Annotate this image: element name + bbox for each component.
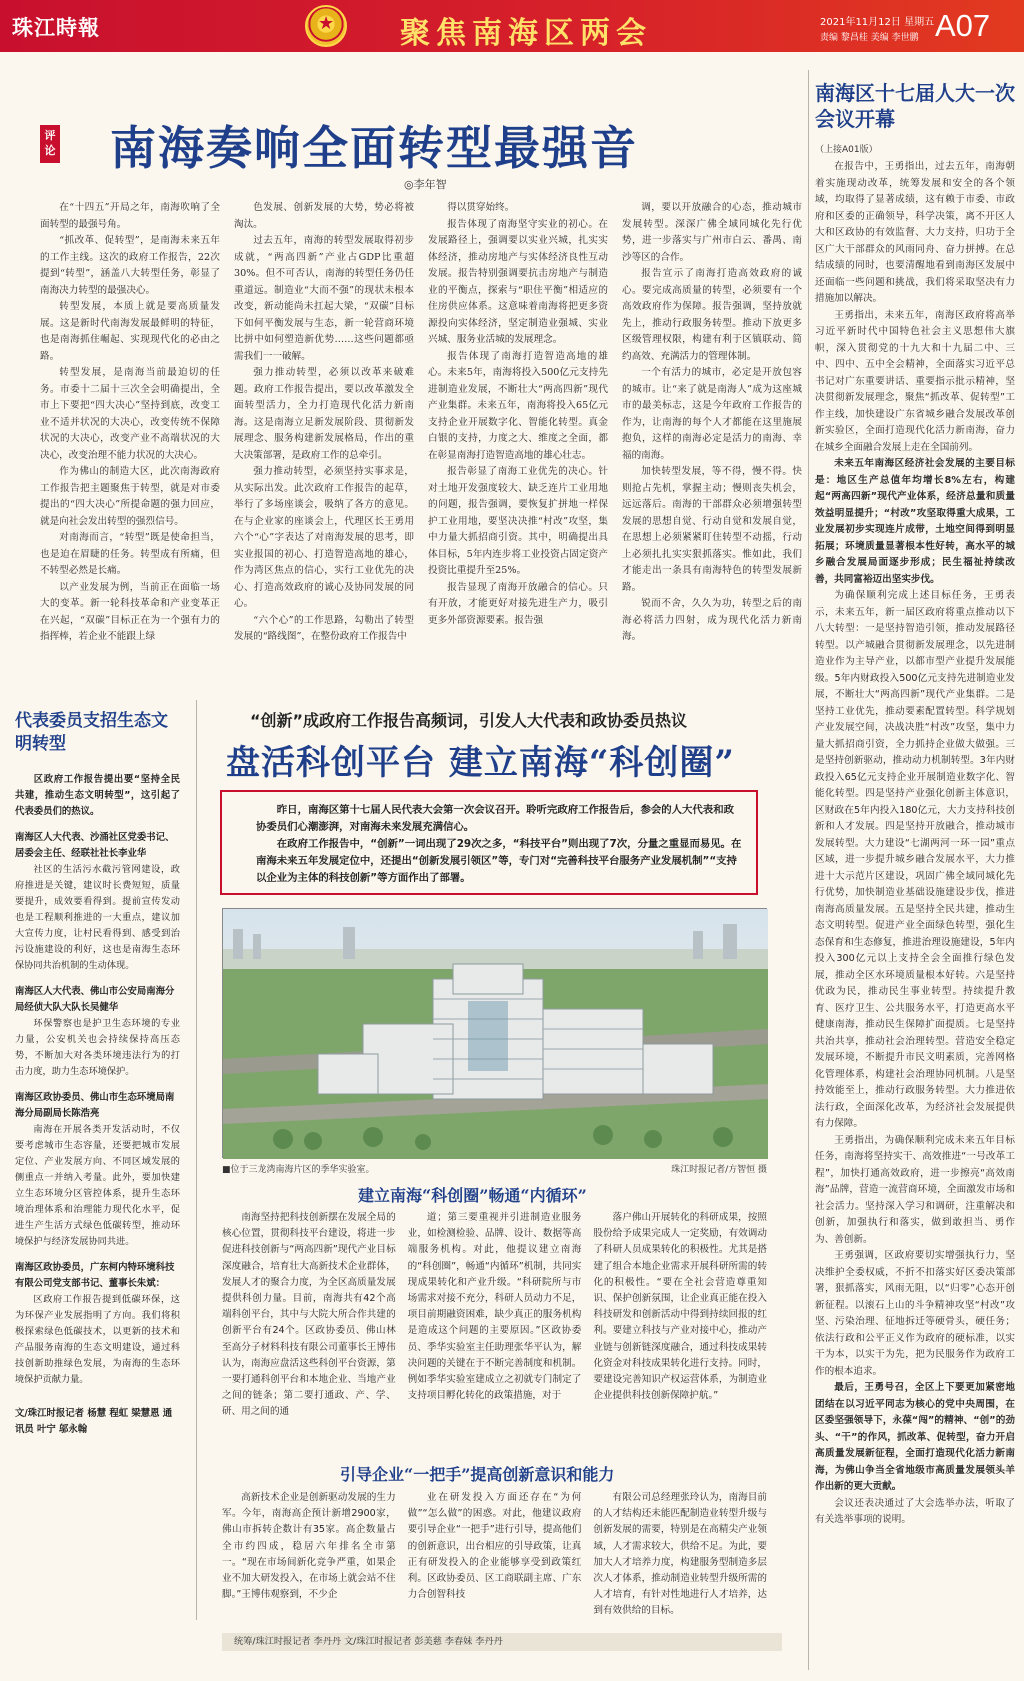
text-column bbox=[222, 1210, 396, 1418]
paragraph: 报告显现了南海开放融合的信心。只有开放，才能更好对接先进生产力，吸引更多外部资源要素。报告强 bbox=[428, 581, 608, 626]
paragraph: 以产业发展为例，当前正在面临一场大的变革。新一轮科技革命和产业变革正在兴起，“双碳”目标正在为一个强有力的指挥棒，若企业不能跟上绿 bbox=[40, 581, 220, 642]
left-lower-headline: 代表委员支招生态文明转型 bbox=[15, 711, 168, 754]
paragraph: 对南海而言，“转型”既是使命担当，也是迫在眉睫的任务。转型成有所痛，但不转型必然是长痛。 bbox=[40, 532, 220, 576]
masthead bbox=[0, 0, 1024, 52]
right-column-headline: 南海区十七届人大一次会议开幕 bbox=[815, 81, 1015, 131]
editorial-body bbox=[40, 200, 802, 660]
paragraph: 色发展、创新发展的大势，势必将被淘汰。 bbox=[234, 202, 414, 230]
issue-date: 2021年11月12日 星期五 bbox=[820, 17, 935, 28]
paragraph: 为确保顺利完成上述目标任务，王勇表示，未来五年，新一届区政府将重点推动以下八大转型：一是坚持智造引领，推动发展路径转型。以产城融合贯彻新发展理念，以先进制造业作为主导产业，以都市型产业提升发展能级。5年内财政投入500亿元支持先进制造业发展，不断壮大“两高四新”现代产业集群。二是坚持工业优先，推动要素配置转型。科学规划产业发展空间，决战决胜“村改”攻坚，集中力量大抓招商引资，全力抓持企业做大做强。三是坚持创新驱动，推动动力机制转型。3年内财政投入65亿元支持企业开展制造业数字化、智能化转型。四是坚持产业强化创新主体意识，区财政在5年内投入180亿元，大力支持科技创新和人才发展。四是坚持开放融合，推动城市发展转型。大力建设“七湖两河一环一园”重点区域，进一步提升城乡融合发展水平，大力推进十大示范片区建设，巩固广佛全域同城化先行优势，加快制造业基础设施建设步伐，推进南海高质量发展。五是坚持全民共建，推动生态文明转型。促进产业全面绿色转型，强化生态保育和生态修复，推进治理设施建设，5年内投入300亿元以上支持全会全面推行绿色发展，推动全区水环境质量根本好转。六是坚持优政为民，推动民生事业转型。持续提升教育、医疗卫生、公共服务水平，打造更高水平健康南海，推动民生保障扩面提质。七是坚持共治共享，推动社会治理转型。营造安全稳定发展环境，不断提升市民文明素质，完善网格化管理体系，构建社会治理协同机制。八是坚持效能至上，推动行政服务转型。大力推进依法行政，全面深化改革，为经济社会发展提供有力保障。 bbox=[815, 590, 1015, 1129]
paragraph: 加快转型发展，等不得，慢不得。快则抢占先机，掌握主动；慢则丧失机会，远远落后。南海的干部群众必须增强转型发展的思想自觉、行动自觉和发展自觉，在思想上必须紧紧盯住转型不动摇，行动上必须扎扎实实狠抓落实。惟如此，我们才能走出一条具有南海特色的转型发展新路。 bbox=[622, 466, 802, 593]
speaker-quote: 南海在开展各类开发活动时，不仅要考虑城市生态容量，还要把城市发展定位、产业发展方向、不同区域发展的侧重点一并纳入考量。此外，要加快建立生态环境分区管控体系，提升生态环境治理体系和治理能力现代化水平，促进生产生活方式绿色低碳转型，推动环境保护与经济发展协同共进。 bbox=[15, 1124, 180, 1247]
speaker-list bbox=[15, 830, 180, 1388]
speaker-quote: 环保警察也是护卫生态环境的专业力量，公安机关也会持续保持高压态势，不断加大对各类环境违法行为的打击力度，助力生态环境保护。 bbox=[15, 1018, 180, 1077]
editorial-column-3 bbox=[428, 200, 608, 660]
text-column bbox=[408, 1490, 582, 1625]
paragraph: 强力推动转型，必须坚持实事求是，从实际出发。此次政府工作报告的起草，举行了多场座谈会，吸纳了各方的意见。在与企业家的座谈会上，代理区长王勇用六个“心”字表达了对南海发展的思考，即实业报国的初心、打造智造高地的雄心，作为湾区焦点的信心，实行工业优先的决心、打造高效政府的诚心及协同发展的同心。 bbox=[234, 466, 414, 609]
editorial-column-2 bbox=[234, 200, 414, 660]
paragraph: 最后，王勇号召，全区上下要更加紧密地团结在以习近平同志为核心的党中央周围，在区委坚强领导下，永葆“闯”的精神、“创”的劲头、“干”的作风，抓改革、促转型，奋力开启高质量发展新征程，全面打造现代化活力新南海，为佛山争当全省地级市高质量发展领头羊作出新的更大贡献。 bbox=[815, 1382, 1015, 1492]
right-column-body bbox=[815, 159, 1015, 1529]
paragraph: 转型发展，本质上就是要高质量发展。这是新时代南海发展最鲜明的特征，也是南海抓住崛起、实现现代化的必由之路。 bbox=[40, 301, 220, 362]
newspaper-name: 珠江時報 bbox=[12, 15, 100, 40]
paragraph: 强力推动转型，必须以改革来破难题。政府工作报告提出，要以改革激发全面转型活力，全力打造现代化活力新南海。这是南海立足新发展阶段、贯彻新发展理念、服务构建新发展格局，作出的重大决策部署，是政府工作的总牵引。 bbox=[234, 367, 414, 461]
paragraph: 锐而不舍，久久为功，转型之后的南海必将活力四射，成为现代化活力新南海。 bbox=[622, 598, 802, 642]
paragraph: 报告宣示了南海打造高效政府的诚心。要完成高质量的转型，必须要有一个高效政府作为保障。报告强调，坚持放就先上，推动行政服务转型。推动下放更多区级管理权限，构建有利于区镇联动、简约高效、充满活力的管理体制。 bbox=[622, 268, 802, 362]
paragraph: 转型发展，是南海当前最迫切的任务。市委十二届十三次全会明确提出，全市上下要把“四大决心”坚持到底，改变工业不适并状况的大决心，改变传统不保障状况的大决心，改变产业不高端状况的大决心，改变治理不能力状况的大决心。 bbox=[40, 367, 220, 461]
paragraph: 在报告中，王勇指出，过去五年，南海朝着实施现动改革，统筹发展和安全的各个领域，均取得了显著成绩，这有赖于市委、市政府和区委的正确领导，科学决策，离不开区人大和区政协的有效监督、大力支持，归功于全区广大干部群众的风雨同舟、奋力拼搏。在总结成绩的同时，也要清醒地看到南海区发展中还面临一些问题和挑战，我们将采取坚决有力措施加以解决。 bbox=[815, 161, 1015, 304]
lab-building-illustration bbox=[223, 909, 768, 1159]
speaker-quote: 区政府工作报告提到低碳环保，这为环保产业发展指明了方向。我们将积极探索绿色低碳技术，以更新的技术和产品服务南海的生态文明建设，通过科技创新助推绿色发展，为南海的生态环境保护贡献力量。 bbox=[15, 1294, 180, 1385]
speaker-name: 南海区人大代表、佛山市公安局南海分局经侦大队大队长吴健华 bbox=[15, 986, 175, 1013]
editorial-column-4 bbox=[622, 200, 802, 660]
paragraph: 过去五年，南海的转型发展取得初步成就，“两高四新”产业占GDP比重超30%。但不可否认，南海的转型任务仍任重道远。制造业“大而不强”的现状未根本改变，新动能尚未扛起大梁，“双碳”目标下如何平衡发展与生态，新一轮营商环境比拼中如何塑造新优势……这些问题都亟需我们一一破解。 bbox=[234, 235, 414, 362]
lead-paragraph: 昨日，南海区第十七届人民代表大会第一次会议召开。聆听完政府工作报告后，参会的人大代表和政协委员们心潮澎湃，对南海未来发展充满信心。 bbox=[256, 804, 734, 833]
section-1-body bbox=[222, 1210, 768, 1418]
paragraph: 一个有活力的城市，必定是开放包容的城市。让“来了就是南海人”成为这座城市的最美标志，这是今年政府工作报告的作为，让南海的每个人才都能在这里施展抱负，这样的南海必定是活力的南海、幸福的南海。 bbox=[622, 367, 802, 461]
paragraph: 在“十四五”开局之年，南海吹响了全面转型的最强号角。 bbox=[40, 202, 220, 230]
speaker-name: 南海区政协委员，广东柯内特环境科技有限公司党支部书记、董事长朱斌： bbox=[15, 1262, 175, 1289]
paragraph: 王勇指出，未来五年，南海区政府将高举习近平新时代中国特色社会主义思想伟大旗帜，深入贯彻党的十九大和十九届二中、三中、四中、五中全会精神，全面落实习近平总书记对广东重要讲话、重要指示批示精神，坚决贯彻新发展理念，聚焦“抓改革、促转型”工作主线，加快建设广东省城乡融合发展改革创新实验区，全面打造现代化活力新南海，奋力在城乡全面融合发展上走在全国前列。 bbox=[815, 309, 1015, 453]
paragraph: 南海坚持把科技创新摆在发展全局的核心位置，贯彻科技平台建设，将进一步促进科技创新与“两高四新”现代产业目标深度融合，培育壮大高新技术企业群体，发展人才的聚合力度，为全区高质量发展提供科创力量。目前，南海共有42个高端科创平台，其中与大院大所合作共建的创新平台有24个。区政协委员、佛山林至高分子材料科技有限公司董事长王博伟认为，南海应盘活这些科创平台资源，第一要打通科创平台和本地企业、当地产业之间的链条；第二要打通政、产、学、研、用之间的通 bbox=[222, 1212, 396, 1418]
section-title: 聚焦南海区两会 bbox=[400, 16, 652, 51]
continued-from: （上接A01版） bbox=[815, 145, 878, 155]
party-emblem-icon bbox=[305, 5, 347, 47]
editorial-headline: 南海奏响全面转型最强音 bbox=[110, 121, 638, 175]
photo-credit: 珠江时报记者/方智恒 摄 bbox=[671, 1165, 767, 1175]
paragraph: “抓改革、促转型”，是南海未来五年的工作主线。这次的政府工作报告，22次提到“转型”，涵盖八大转型任务，彰显了南海决力转型的最强决心。 bbox=[40, 235, 220, 296]
lead-paragraph: 在政府工作报告中，“创新”一词出现了29次之多，“科技平台”则出现了7次，分量之重显而易见。在南海未来五年发展定位中，还提出“创新发展引领区”等，专门对“完善科技平台服务产业发展机制”“支持以企业为主体的科技创新”等方面作出了部署。 bbox=[256, 838, 742, 884]
page-number: A07 bbox=[935, 8, 991, 43]
paragraph: 调，要以开放融合的心态，推动城市发展转型。深深广佛全域同城化先行优势，进一步落实与广州市白云、番禺、南沙等区的合作。 bbox=[622, 202, 802, 263]
comment-tag: 评论 bbox=[40, 125, 60, 163]
paragraph: 作为佛山的制造大区，此次南海政府工作报告把主题聚焦于转型，就是对市委提出的“四大决心”所提命题的强力回应，就是向社会发出转型的强烈信号。 bbox=[40, 466, 220, 527]
text-column bbox=[593, 1210, 768, 1402]
text-column bbox=[593, 1490, 767, 1625]
paragraph: 王勇指出，为确保顺利完成未来五年目标任务，南海将坚持实干、高效推进“一号改革工程”，加快打通高效政府，进一步擦亮“高效南海”品牌，营造一流营商环境，全面激发市场和社会活力。坚持深入学习和调研，注重解决和创新，加强执行和落实，做到敢担当、勇作为、善创新。 bbox=[815, 1134, 1015, 1245]
paragraph: 未来五年南海区经济社会发展的主要目标是：地区生产总值年均增长8%左右，构建起“两高四新”现代产业体系，经济总量和质量效益明显提升；“村改”攻坚取得重大成果，工业发展初步实现连片成带，土地空间得到明显拓展；环境质量显著根本性好转，高水平的城乡融合发展局面逐步形成；民生福祉持续改善，共同富裕迈出坚实步伐。 bbox=[815, 458, 1015, 585]
feature-credit: 统筹/珠江时报记者 李丹丹 文/珠江时报记者 彭美慈 李春妹 李丹丹 bbox=[222, 1633, 782, 1651]
speaker-quote: 社区的生活污水截污管网建设，政府推进是关键，建议时长费短短，质量要提升，成效要看得到。提前宣传发动也是工程顺利推进的一大重点，建议加大宣传力度，让村民看得到、感受到治污设施建设的利好，这也是南海生态环保协同共治机制的生动体现。 bbox=[15, 864, 180, 971]
feature-lead-box bbox=[220, 790, 758, 895]
speaker-name: 南海区人大代表、沙涌社区党委书记、居委会主任、经联社社长李业华 bbox=[15, 832, 175, 859]
feature-kicker: “创新”成政府工作报告高频词，引发人大代表和政协委员热议 bbox=[250, 711, 688, 730]
photo-caption-text: ■位于三龙湾南海片区的季华实验室。 bbox=[222, 1165, 375, 1175]
section-2-body bbox=[222, 1490, 767, 1625]
paragraph: 高新技术企业是创新驱动发展的生力军。今年，南海高企预计新增2900家，佛山市拆转企数计有35家。高企数量占全市约四成，稳居六年排名全市第一。“现在市场间新化竞争严重，如果企业不加大研发投入，在市场上就会站不住脚。”王博伟观察到，不少企 bbox=[222, 1492, 396, 1601]
paragraph: 业在研发投入方面还存在“为何做”“怎么做”的困惑。对此，他建议政府要引导企业“一把手”进行引导，提高他们的创新意识，出台相应的引导政策，让真正有研发投入的企业能够享受到政策红利。区政协委员、区工商联副主席、广东力合创智科技 bbox=[407, 1492, 582, 1601]
left-lower-article bbox=[15, 710, 180, 1438]
section-2-heading: 引导企业“一把手”提高创新意识和能力 bbox=[340, 1465, 615, 1484]
paragraph: 落户佛山开展转化的科研成果，按照股份给予成果完成人一定奖励，有效调动了科研人员成果转化的积极性。尤其是搭建了组合本地企业需求开展科研所需的转化的积极性。“要在全社会营造尊重知识、保护创新氛围，让企业真正能在投入科技研发和创新活动中得到持续回报的红利。要建立科技与产业对接中心，推动产业链与创新链深度融合，通过科技成果转化资金对科技成果转化进行支持。同时，要建设完善知识产权运营体系，为制造业企业提供科技创新保障护航。” bbox=[593, 1212, 768, 1402]
editorial-byline: ◎李年智 bbox=[404, 178, 447, 191]
paragraph: 报告体现了南海坚守实业的初心。在发展路径上，强调要以实业兴城，扎实实体经济，推动房地产与实体经济良性互动发展。报告特别强调要抗击房地产与制造业的平衡点，探索与“职住平衡”相适应的住房供应体系。这意味着南海将把更多资源投向实体经济，坚定制造业强城、实业兴城、服务业活城的发展理念。 bbox=[428, 218, 608, 345]
speaker-name: 南海区政协委员、佛山市生态环境局南海分局副局长陈浩亮 bbox=[15, 1092, 175, 1119]
column-divider bbox=[808, 70, 809, 1670]
paragraph: “六个心”的工作思路，勾勒出了转型发展的“路线图”，在整份政府工作报告中 bbox=[234, 614, 414, 642]
left-lower-credit: 文/珠江时报记者 杨慧 程虹 梁慧恩 通讯员 叶宁 邬永翰 bbox=[15, 1408, 173, 1435]
right-column-article bbox=[815, 80, 1015, 1529]
paragraph: 会议还表决通过了大会选举办法，听取了有关选举事项的说明。 bbox=[815, 1497, 1015, 1525]
text-column bbox=[407, 1210, 582, 1402]
paragraph: 有限公司总经理张玲认为，南海目前的人才结构还未能匹配制造业转型升级与创新发展的需要，特别是在高精尖产业领域，人才需求较大，供给不足。为此，要加大人才培养力度，构建服务型制造多层次人才体系，推动制造业转型升级所需的人才培育，有针对性地进行人才培养，达到有效供给的目标。 bbox=[593, 1492, 768, 1617]
editorial-column-1 bbox=[40, 200, 220, 660]
paragraph: 报告体现了南海打造智造高地的雄心。未来5年，南海将投入500亿元支持先进制造业发展，不断壮大“两高四新”现代产业集群。未来五年，南海将投入65亿元支持企业开展数字化、智能化转型。真金白银的支持，力度之大、维度之全面，都在彰显南海打造智造高地的雄心壮志。 bbox=[428, 350, 608, 461]
lab-photo bbox=[222, 908, 767, 1158]
left-lower-lead: 区政府工作报告提出要“坚持全民共建，推动生态文明转型”，这引起了代表委员们的热议。 bbox=[15, 774, 180, 817]
paragraph: 报告彰显了南海工业优先的决心。针对土地开发强度较大、缺乏连片工业用地的问题，报告强调，要恢复扩拼地一样保护工业用地，要坚决决推“村改”攻坚，集中力量大抓招商引资。其中，明确提出具体目标，5年内连步将工业投资占固定资产投资比重提升至25%。 bbox=[428, 466, 608, 576]
paragraph: 得以贯穿始终。 bbox=[447, 202, 515, 213]
text-column bbox=[222, 1490, 396, 1625]
column-divider bbox=[196, 700, 197, 1620]
editors-line: 责编 黎昌桂 美编 李世鹏 bbox=[820, 33, 919, 43]
paragraph: 王勇强调，区政府要切实增强执行力，坚决维护全委权威，不折不扣落实好区委决策部署，狠抓落实，风雨无阻，以“归零”心态开创新征程。以滚石上山的斗争精神攻坚“村改”攻坚、污染治理、征地拆迁等硬骨头，硬任务；依法行政和公平正义作为政府的硬标准，以实干为本，以实干为先，把为民服务作为政府工作的根本追求。 bbox=[815, 1250, 1015, 1377]
section-1-heading: 建立南海“科创圈”畅通“内循环” bbox=[358, 1186, 587, 1205]
feature-title: 盘活科创平台 建立南海“科创圈” bbox=[226, 743, 735, 783]
paragraph: 道；第三要重视并引进制造业服务业，如检测检验、品牌、设计、数据等高端服务机构。对此，他提议建立南海的“科创圈”，畅通“内循环”机制，共同实现成果转化和产业升级。“科研院所与市场需求对接不充分，科研人员动力不足，项目前期融资困难，缺少真正的服务机构是造成这个问题的主要原因。”区政协委员、季华实验室主任助理张华平认为，解决问题的关键在于不断完善制度和机制。例如季华实验室建成立之初就专门制定了支持项目孵化转化的政策措施，对于 bbox=[407, 1212, 582, 1402]
